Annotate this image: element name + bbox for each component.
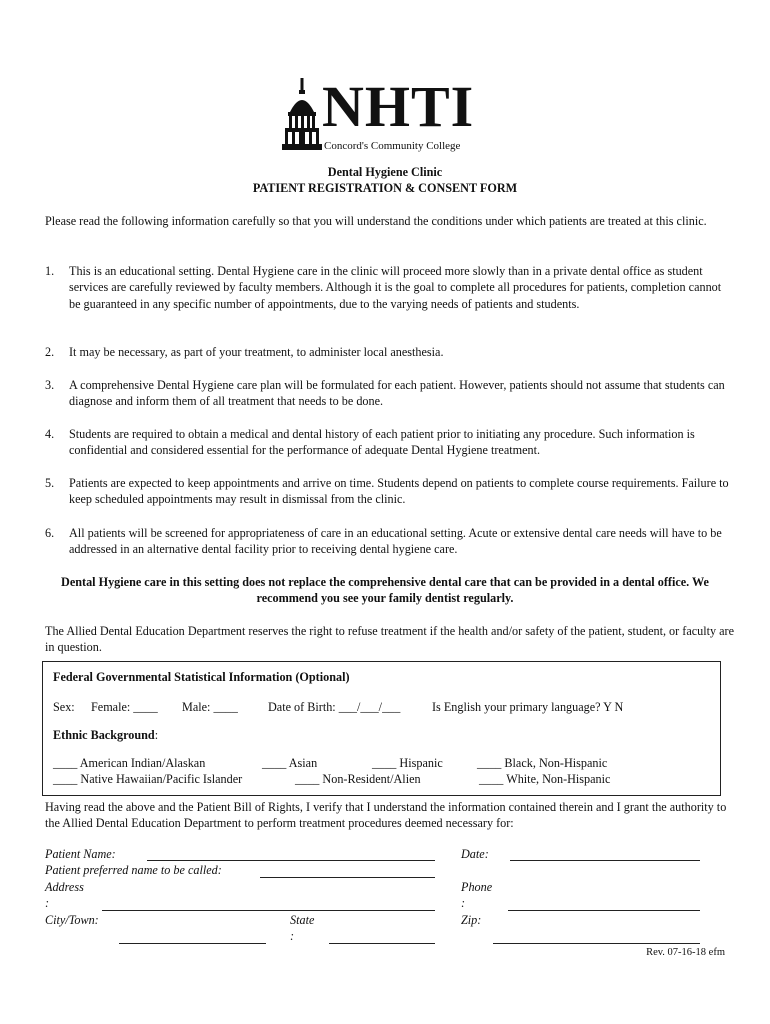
reserve-paragraph: The Allied Dental Education Department reserves the right to refuse treatment if the health and/or safety of the patient, student, or faculty are in question. xyxy=(45,624,735,655)
dentist-notice: Dental Hygiene care in this setting does not replace the comprehensive dental care that can be provided in a dental office. We recommend you see your family dentist regularly. xyxy=(61,575,709,606)
sex-male-field[interactable]: Male: ____ xyxy=(182,700,238,714)
form-title: PATIENT REGISTRATION & CONSENT FORM xyxy=(252,181,518,195)
ethnic-option-american-indian[interactable]: ____ American Indian/Alaskan xyxy=(53,756,206,770)
list-item-number: 6. xyxy=(45,526,55,540)
date-label: Date: xyxy=(461,847,489,861)
date-of-birth-field[interactable]: Date of Birth: ___/___/___ xyxy=(268,700,401,714)
address-input[interactable] xyxy=(102,910,435,911)
phone-colon: : xyxy=(461,896,466,910)
phone-label: Phone xyxy=(461,880,493,894)
ethnic-option-white[interactable]: ____ White, Non-Hispanic xyxy=(479,772,611,786)
zip-input[interactable] xyxy=(493,943,700,944)
list-item-number: 4. xyxy=(45,427,55,441)
statistics-box xyxy=(42,661,721,796)
list-item-number: 5. xyxy=(45,476,55,490)
preferred-name-input[interactable] xyxy=(260,877,435,878)
sex-label: Sex: xyxy=(53,700,75,714)
state-input[interactable] xyxy=(329,943,435,944)
list-item-text: A comprehensive Dental Hygiene care plan will be formulated for each patient. However, patients should not assume that students can diagnose and inform them of all treatment that needs to be done. xyxy=(69,378,725,409)
english-primary-field[interactable]: Is English your primary language? Y N xyxy=(432,700,624,714)
zip-label: Zip: xyxy=(461,913,482,927)
ethnic-option-asian[interactable]: ____ Asian xyxy=(262,756,318,770)
intro-paragraph: Please read the following information carefully so that you will understand the conditions under which patients are treated at this clinic. xyxy=(45,214,707,228)
statistics-title: Federal Governmental Statistical Information (Optional) xyxy=(53,670,350,684)
ethnic-option-nonresident[interactable]: ____ Non-Resident/Alien xyxy=(295,772,421,786)
city-label: City/Town: xyxy=(45,913,99,927)
form-subtitle: Dental Hygiene Clinic xyxy=(327,165,443,179)
nhti-logo xyxy=(282,76,482,156)
list-item-text: All patients will be screened for appropriateness of care in an educational setting. Acute or extensive dental care needs will have to be addressed in an alternative dental facility prior to receiving dental hygiene care. xyxy=(69,526,722,557)
logo-subtitle: Concord's Community College xyxy=(324,140,461,152)
list-item-text: This is an educational setting. Dental Hygiene care in the clinic will proceed more slowly than in a private dental office as student services are carefully reviewed by faculty members. Although it is the goal to complete all procedures for patients, completion cannot be guaranteed in any specific number of appointments, due to the varying needs of patients and students. xyxy=(69,264,722,311)
ethnic-option-hawaiian[interactable]: ____ Native Hawaiian/Pacific Islander xyxy=(53,772,243,786)
sex-female-field[interactable]: Female: ____ xyxy=(91,700,158,714)
list-item-number: 1. xyxy=(45,264,55,278)
patient-name-label: Patient Name: xyxy=(45,847,116,861)
list-item-number: 3. xyxy=(45,378,55,392)
ethnic-background-heading: Ethnic Background: xyxy=(53,728,159,742)
patient-name-input[interactable] xyxy=(147,860,435,861)
phone-input[interactable] xyxy=(508,910,700,911)
revision-note: Rev. 07-16-18 efm xyxy=(646,947,725,958)
ethnic-option-hispanic[interactable]: ____ Hispanic xyxy=(372,756,443,770)
consent-paragraph: Having read the above and the Patient Bill of Rights, I verify that I understand the information contained therein and I grant the authority to the Allied Dental Education Department to perform treatment procedures deemed necessary for: xyxy=(45,800,727,831)
list-item-text: Students are required to obtain a medical and dental history of each patient prior to initiating any procedure. Such information is confidential and considered essential for the performance of adequate Dental Hygiene treatment. xyxy=(69,427,695,458)
state-label: State xyxy=(290,913,315,927)
list-item-number: 2. xyxy=(45,345,55,359)
date-input[interactable] xyxy=(510,860,700,861)
ethnic-option-black[interactable]: ____ Black, Non-Hispanic xyxy=(477,756,608,770)
state-colon: : xyxy=(290,929,295,943)
address-label: Address xyxy=(45,880,84,894)
address-colon: : xyxy=(45,896,50,910)
logo-wordmark: NHTI xyxy=(322,74,475,139)
city-input[interactable] xyxy=(119,943,266,944)
list-item-text: It may be necessary, as part of your treatment, to administer local anesthesia. xyxy=(69,345,444,359)
capitol-dome-icon xyxy=(282,76,322,156)
preferred-name-label: Patient preferred name to be called: xyxy=(45,863,222,877)
list-item-text: Patients are expected to keep appointments and arrive on time. Students depend on patients to complete course requirements. Failure to keep scheduled appointments may result in dismissal from the clinic. xyxy=(69,476,729,507)
